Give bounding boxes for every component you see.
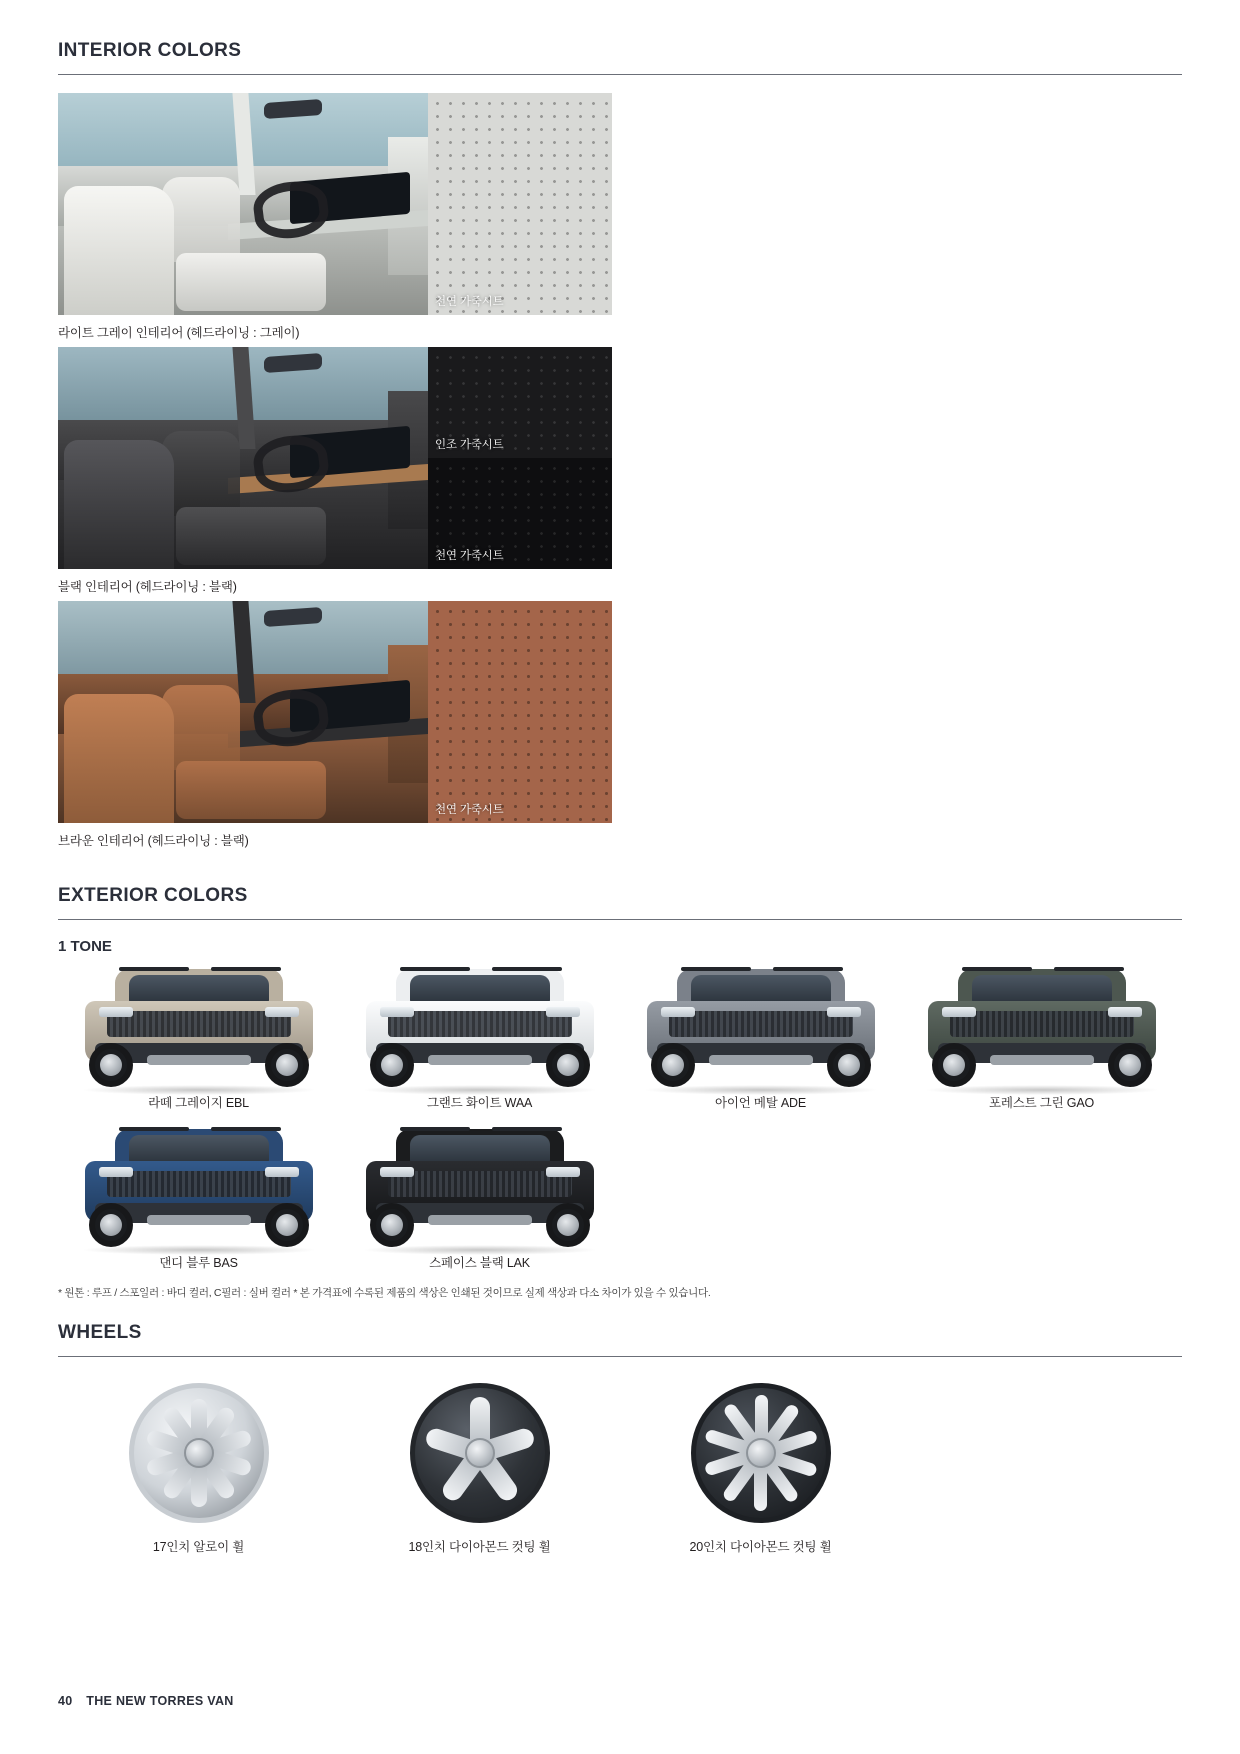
- exterior-color-grid: [58, 959, 1182, 1279]
- wheel-caption: 18인치 다이아몬드 컷팅 휠: [408, 1540, 551, 1554]
- swatch-label: 천연 가죽시트: [435, 296, 504, 308]
- section-title-wheels: WHEELS: [58, 1322, 142, 1343]
- section-title-exterior: EXTERIOR COLORS: [58, 885, 248, 906]
- wheel-item-18: [339, 1383, 620, 1555]
- exterior-car-grand-white: [339, 959, 620, 1111]
- exterior-car-caption: 스페이스 블랙 LAK: [429, 1256, 530, 1270]
- swatch-column-light-grey: [428, 93, 612, 315]
- page-footer: [58, 1694, 234, 1708]
- interior-photo-brown: [58, 601, 428, 823]
- interior-caption-brown: 브라운 인테리어 (헤드라이닝 : 블랙): [58, 834, 249, 848]
- interior-caption-light-grey: 라이트 그레이 인테리어 (헤드라이닝 : 그레이): [58, 326, 300, 340]
- exterior-car-caption: 라떼 그레이지 EBL: [148, 1096, 249, 1110]
- interior-item-brown: [58, 601, 612, 849]
- interior-photo-light-grey: [58, 93, 428, 315]
- wheel-spacer: [901, 1383, 1182, 1555]
- wheel-grid: [58, 1383, 1182, 1555]
- exterior-car-iron-metal: [620, 959, 901, 1111]
- swatch-black-natural-leather: [428, 458, 612, 569]
- swatch-brown-natural-leather: [428, 601, 612, 823]
- exterior-car-forest-green: [901, 959, 1182, 1111]
- swatch-column-black: [428, 347, 612, 569]
- divider-interior: [58, 74, 1182, 75]
- swatch-black-synthetic-leather: [428, 347, 612, 458]
- swatch-label: 천연 가죽시트: [435, 804, 504, 816]
- suv-illustration: [633, 959, 889, 1099]
- exterior-car-caption: 포레스트 그린 GAO: [989, 1096, 1094, 1110]
- section-title-interior: INTERIOR COLORS: [58, 40, 242, 61]
- exterior-car-dandy-blue: [58, 1119, 339, 1271]
- swatch-label: 천연 가죽시트: [435, 550, 504, 562]
- suv-illustration: [71, 1119, 327, 1259]
- exterior-spacer-1: [620, 1119, 901, 1271]
- divider-exterior: [58, 919, 1182, 920]
- swatch-column-brown: [428, 601, 612, 823]
- exterior-car-space-black: [339, 1119, 620, 1271]
- exterior-car-caption: 댄디 블루 BAS: [159, 1256, 238, 1270]
- interior-color-grid: [58, 93, 1182, 861]
- exterior-spacer-2: [901, 1119, 1182, 1271]
- interior-caption-black: 블랙 인테리어 (헤드라이닝 : 블랙): [58, 580, 237, 594]
- page-number: 40: [58, 1694, 73, 1708]
- swatch-label: 인조 가죽시트: [435, 439, 504, 451]
- suv-illustration: [352, 1119, 608, 1259]
- wheel-17-icon: [129, 1383, 269, 1523]
- exterior-footnote: * 원톤 : 루프 / 스포일러 : 바디 컬러, C필러 : 실버 컬러 * 본 가격표에 수록된 제품의 색상은 인쇄된 것이므로 실제 색상과 다소 차이가 있을 수 있습니다.: [58, 1287, 711, 1299]
- wheel-18-icon: [410, 1383, 550, 1523]
- wheel-item-20: [620, 1383, 901, 1555]
- suv-illustration: [71, 959, 327, 1099]
- suv-illustration: [352, 959, 608, 1099]
- divider-wheels: [58, 1356, 1182, 1357]
- exterior-car-caption: 그랜드 화이트 WAA: [426, 1096, 533, 1110]
- wheel-caption: 17인치 알로이 휠: [152, 1540, 245, 1554]
- document-title: THE NEW TORRES VAN: [86, 1694, 234, 1708]
- interior-photo-black: [58, 347, 428, 569]
- interior-item-light-grey: [58, 93, 612, 341]
- wheel-item-17: [58, 1383, 339, 1555]
- wheel-20-icon: [691, 1383, 831, 1523]
- suv-illustration: [914, 959, 1170, 1099]
- subsection-title-1tone: 1 TONE: [58, 938, 112, 955]
- exterior-car-latte-greige: [58, 959, 339, 1111]
- wheel-caption: 20인치 다이아몬드 컷팅 휠: [689, 1540, 832, 1554]
- interior-item-black: [58, 347, 612, 595]
- swatch-light-grey-leather: [428, 93, 612, 315]
- exterior-car-caption: 아이언 메탈 ADE: [714, 1096, 807, 1110]
